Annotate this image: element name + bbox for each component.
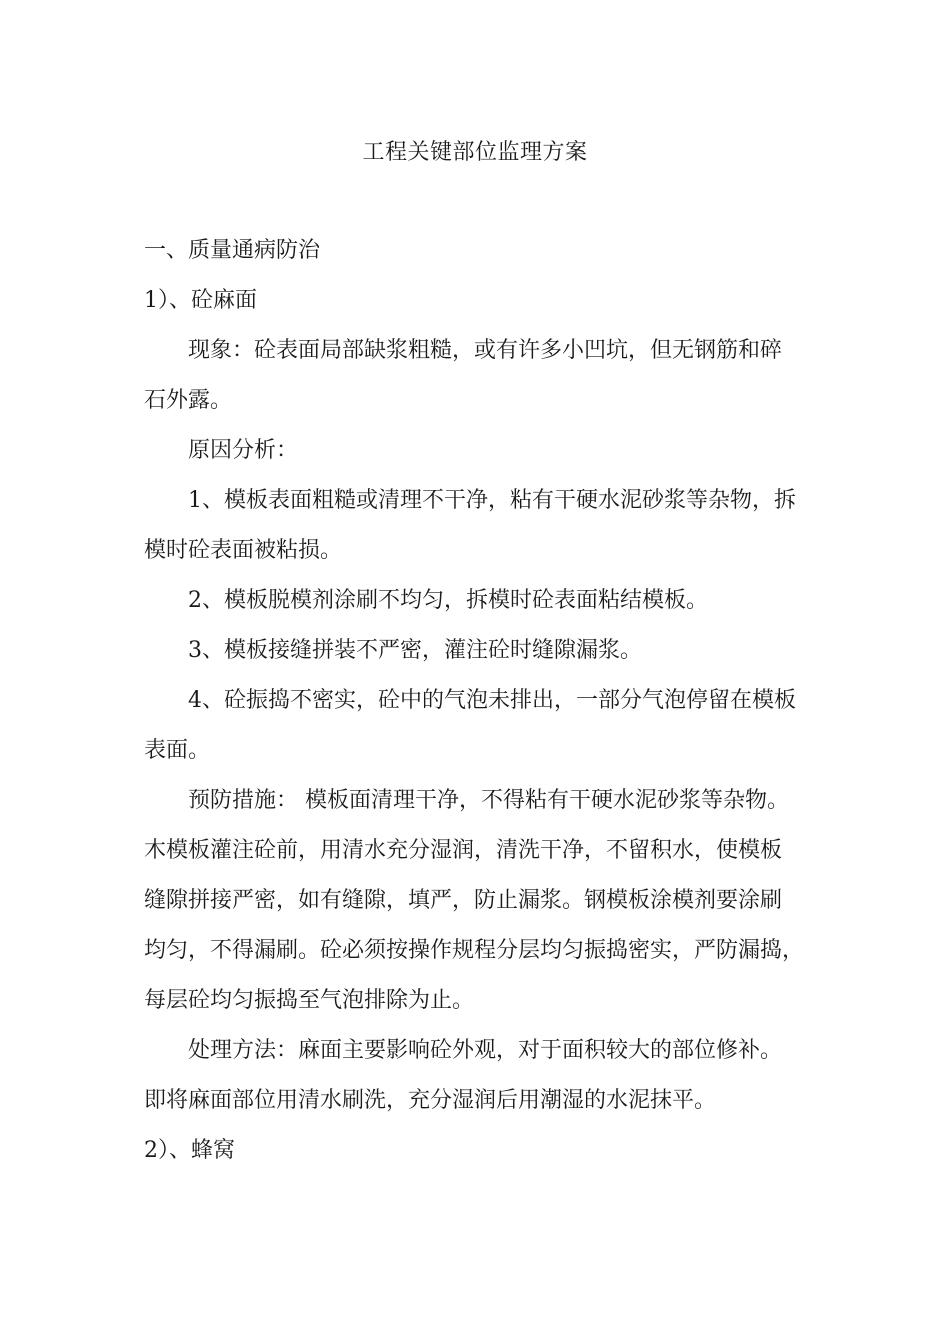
paragraph-line: 木模板灌注砼前，用清水充分湿润，清洗干净，不留积水，使模板 <box>144 838 783 863</box>
paragraph-line: 即将麻面部位用清水刷洗，充分湿润后用潮湿的水泥抹平。 <box>144 1088 717 1113</box>
paragraph-line: 预防措施： 模板面清理干净，不得粘有干硬水泥砂浆等杂物。 <box>188 788 789 813</box>
paragraph-line: 均匀，不得漏刷。砼必须按操作规程分层均匀振捣密实，严防漏捣， <box>144 938 805 963</box>
paragraph-line: 缝隙拼接严密，如有缝隙，填严，防止漏浆。钢模板涂模剂要涂刷 <box>144 888 783 913</box>
paragraph-line: 每层砼均匀振捣至气泡排除为止。 <box>144 988 475 1013</box>
subsection-heading-pitted-surface: 1）、砼麻面 <box>144 288 257 313</box>
list-item-continuation: 表面。 <box>144 738 211 763</box>
paragraph-line: 现象：砼表面局部缺浆粗糙，或有许多小凹坑，但无钢筋和碎 <box>188 338 783 363</box>
section-heading-quality-defects: 一、质量通病防治 <box>144 238 321 263</box>
document-title: 工程关键部位监理方案 <box>362 140 588 165</box>
paragraph-line: 石外露。 <box>144 388 233 413</box>
paragraph-line: 处理方法：麻面主要影响砼外观，对于面积较大的部位修补。 <box>188 1038 783 1063</box>
list-item: 3、模板接缝拼装不严密，灌注砼时缝隙漏浆。 <box>188 638 642 663</box>
list-item: 1、模板表面粗糙或清理不干净，粘有干硬水泥砂浆等杂物，拆 <box>188 488 796 513</box>
subsection-heading-honeycomb: 2）、蜂窝 <box>144 1138 235 1163</box>
list-item: 2、模板脱模剂涂刷不均匀，拆模时砼表面粘结模板。 <box>188 588 708 613</box>
list-item: 4、砼振捣不密实，砼中的气泡未排出，一部分气泡停留在模板 <box>188 688 796 713</box>
paragraph-heading-cause-analysis: 原因分析： <box>188 438 299 463</box>
list-item-continuation: 模时砼表面被粘损。 <box>144 538 343 563</box>
